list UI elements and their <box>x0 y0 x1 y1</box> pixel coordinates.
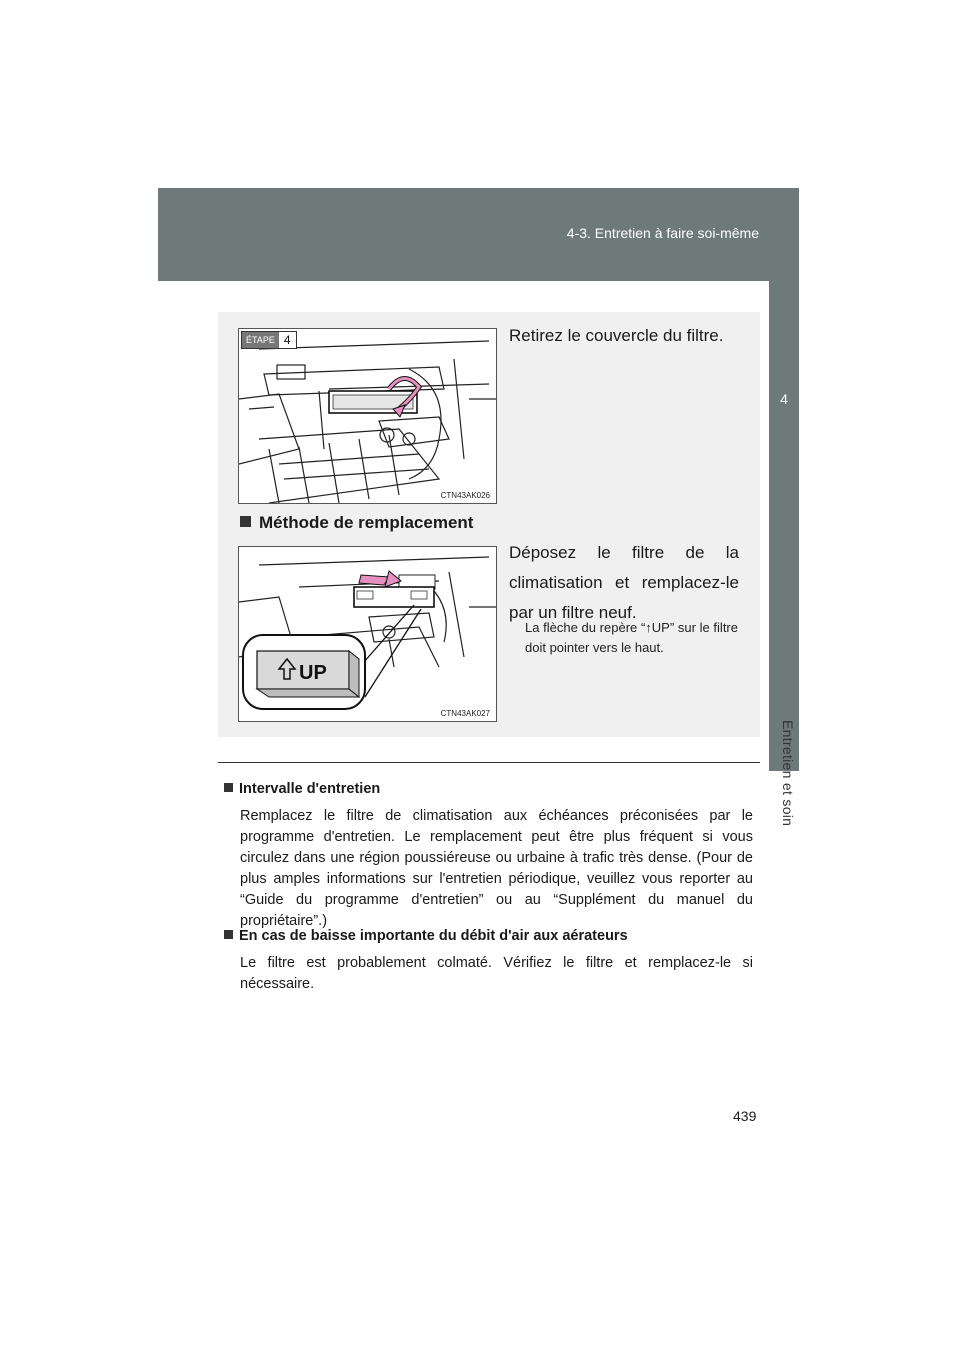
info-heading-text: En cas de baisse importante du débit d'air aux aérateurs <box>239 928 628 944</box>
header-band <box>158 188 799 281</box>
figure-code: CTN43AK026 <box>440 491 490 500</box>
info-body-interval: Remplacez le filtre de climatisation aux échéances préconisées par le programme d'entretien. Le remplacement peut être plus fréquent si vous circulez dans une région poussiéreuse ou urbaine à trafic très dense. (Pour de plus amples informations sur l'entretien périodique, veuillez vous reporter au “Guide du programme d'entretien” ou au “Supplément du manuel du propriétaire”.) <box>240 808 753 930</box>
method-instruction: Déposez le filtre de la climatisation et remplacez-le par un filtre neuf. <box>509 543 739 622</box>
chapter-number: 4 <box>780 391 788 407</box>
step-instruction: Retirez le couvercle du filtre. <box>509 326 724 345</box>
step-badge-number: 4 <box>279 332 296 348</box>
filter-replacement-drawing <box>239 547 496 721</box>
step-badge <box>241 331 297 349</box>
filter-cover-illustration <box>238 328 497 504</box>
figure-code: CTN43AK027 <box>440 709 490 718</box>
page-number: 439 <box>733 1108 757 1124</box>
bullet-square-icon <box>224 783 233 792</box>
chapter-label: Entretien et soin <box>780 720 796 827</box>
info-heading-text: Intervalle d'entretien <box>239 781 381 797</box>
filter-replacement-illustration <box>238 546 497 722</box>
method-heading <box>240 513 473 533</box>
info-body-airflow: Le filtre est probablement colmaté. Vérifiez le filtre et remplacez-le si nécessaire. <box>240 955 753 993</box>
bullet-square-icon <box>240 516 251 527</box>
info-heading-interval <box>224 781 380 797</box>
section-divider <box>218 762 760 763</box>
method-heading-text: Méthode de remplacement <box>259 513 474 532</box>
callout-up-label: UP <box>299 662 327 684</box>
step-badge-word: ÉTAPE <box>242 332 279 348</box>
method-note: La flèche du repère “↑UP” sur le filtre doit pointer vers le haut. <box>525 620 738 656</box>
filter-cover-drawing <box>239 329 496 503</box>
chapter-tab <box>769 281 799 771</box>
info-heading-airflow <box>224 928 628 944</box>
section-title: 4-3. Entretien à faire soi-même <box>566 225 759 241</box>
bullet-square-icon <box>224 930 233 939</box>
